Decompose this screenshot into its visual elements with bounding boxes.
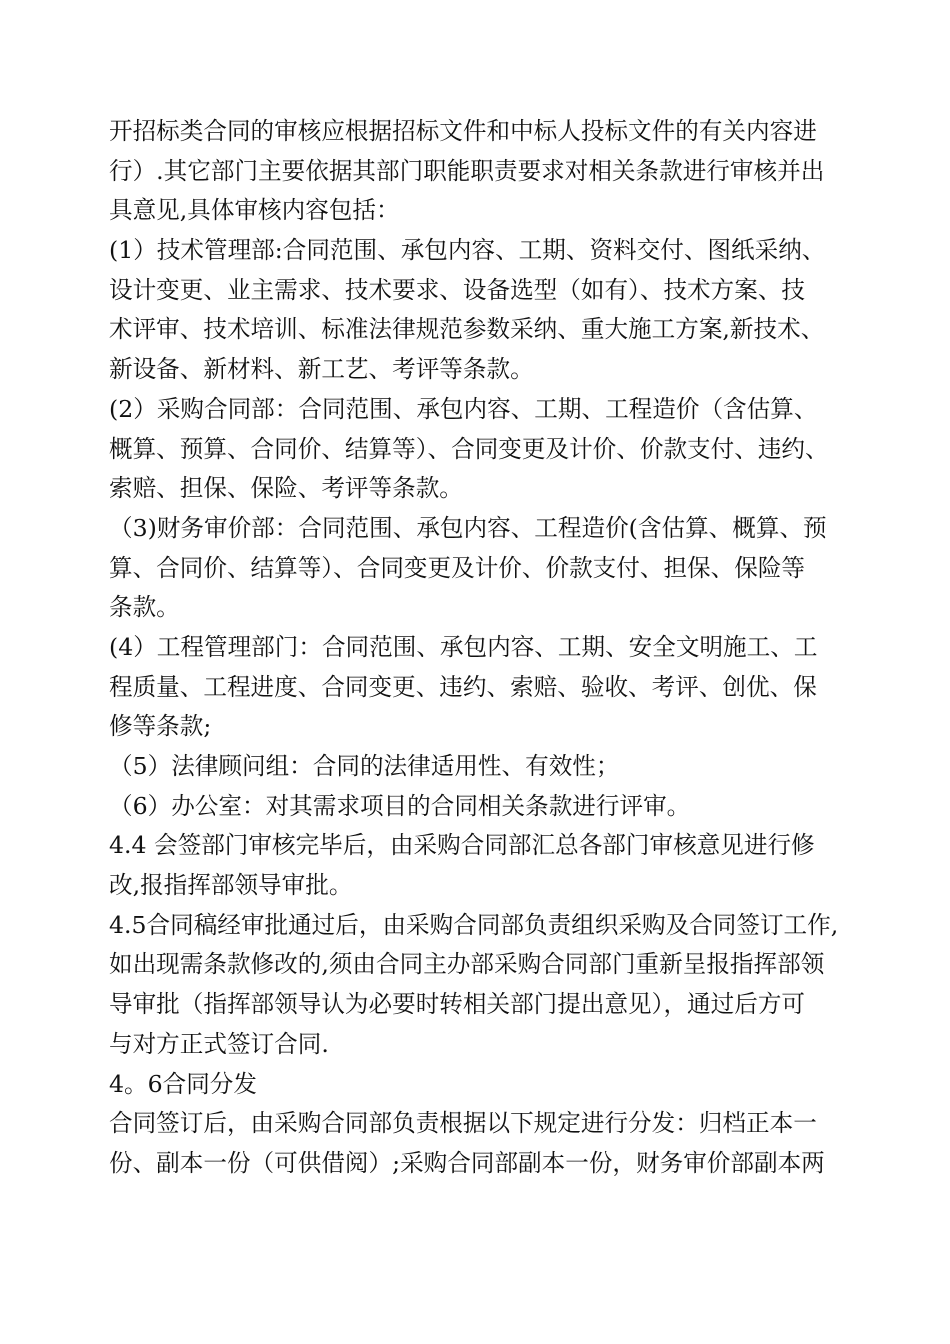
- text-line-24: 与对方正式签订合同.: [109, 1029, 329, 1058]
- text-line-7: 新设备、新材料、新工艺、考评等条款。: [109, 355, 534, 384]
- text-line-15: 程质量、工程进度、合同变更、违约、索赔、验收、考评、创优、保: [109, 672, 817, 701]
- text-line-21: 4.5合同稿经审批通过后，由采购合同部负责组织采购及合同签订工作,: [109, 910, 839, 939]
- text-line-17: （5）法律顾问组：合同的法律适用性、有效性；: [109, 752, 620, 780]
- text-line-3: 具意见,具体审核内容包括：: [109, 196, 400, 225]
- text-line-4: (1）技术管理部:合同范围、承包内容、工期、资料交付、图纸采纳、: [109, 236, 826, 265]
- text-line-11: （3)财务审价部：合同范围、承包内容、工程造价(含估算、概算、预: [109, 513, 827, 542]
- text-line-2: 行）.其它部门主要依据其部门职能职责要求对相关条款进行审核并出: [109, 156, 825, 185]
- text-line-19: 4.4 会签部门审核完毕后，由采购合同部汇总各部门审核意见进行修: [109, 831, 815, 860]
- text-line-23: 导审批（指挥部领导认为必要时转相关部门提出意见），通过后方可: [109, 990, 806, 1019]
- text-line-16: 修等条款;: [109, 712, 212, 741]
- text-line-8: (2）采购合同部：合同范围、承包内容、工期、工程造价（含估算、: [109, 394, 818, 423]
- text-line-26: 合同签订后，由采购合同部负责根据以下规定进行分发：归档正本一: [109, 1109, 817, 1138]
- text-line-6: 术评审、技术培训、标准法律规范参数采纳、重大施工方案,新技术、: [109, 315, 825, 344]
- text-line-5: 设计变更、业主需求、技术要求、设备选型（如有）、技术方案、技: [109, 275, 806, 304]
- text-line-12: 算、合同价、结算等）、合同变更及计价、价款支付、担保、保险等: [109, 553, 806, 582]
- text-line-18: （6）办公室：对其需求项目的合同相关条款进行评审。: [109, 791, 691, 820]
- document-body: [109, 112, 849, 1184]
- text-line-13: 条款。: [109, 593, 180, 622]
- text-line-9: 概算、预算、合同价、结算等）、合同变更及计价、价款支付、违约、: [109, 434, 829, 463]
- text-line-20: 改,报指挥部领导审批。: [109, 871, 353, 900]
- text-line-25: 4。6合同分发: [109, 1069, 257, 1098]
- text-line-14: (4）工程管理部门：合同范围、承包内容、工期、安全文明施工、工: [109, 632, 818, 661]
- text-line-1: 开招标类合同的审核应根据招标文件和中标人投标文件的有关内容进: [109, 117, 817, 145]
- text-line-10: 索赔、担保、保险、考评等条款。: [109, 474, 463, 503]
- text-line-27: 份、副本一份（可供借阅）;采购合同部副本一份，财务审价部副本两: [109, 1148, 825, 1177]
- text-line-22: 如出现需条款修改的,须由合同主办部采购合同部门重新呈报指挥部领: [109, 950, 825, 979]
